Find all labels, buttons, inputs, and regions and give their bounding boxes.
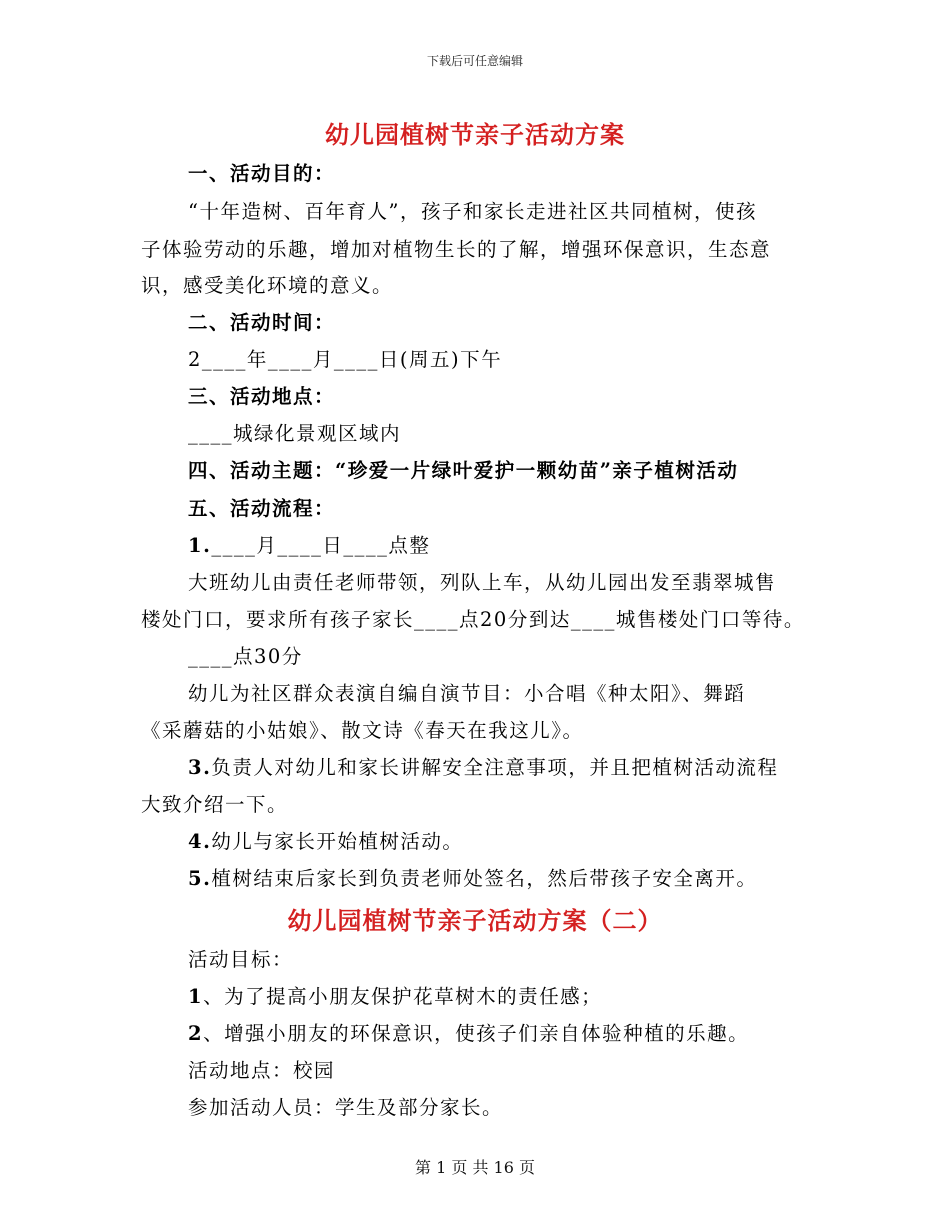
paragraph-line: 活动地点：校园 — [188, 1059, 336, 1082]
section-heading-location: 三、活动地点： — [188, 385, 336, 408]
paragraph-line: 识，感受美化环境的意义。 — [141, 274, 394, 297]
paragraph-line: 楼处门口，要求所有孩子家长____点20分到达____城售楼处门口等待。 — [141, 608, 805, 631]
list-item — [188, 1018, 749, 1046]
step-number: 5. — [188, 867, 212, 890]
section-heading-purpose: 一、活动目的： — [188, 162, 336, 185]
step-number: 1. — [188, 534, 212, 557]
step-line — [188, 530, 430, 558]
paragraph-line: 参加活动人员：学生及部分家长。 — [188, 1096, 504, 1119]
page-footer-number: 第 1 页 共 16 页 — [415, 1158, 535, 1177]
paragraph-line: ____城绿化景观区域内 — [188, 422, 402, 445]
list-text: 、为了提高小朋友保护花草树木的责任感； — [203, 985, 603, 1008]
section-heading-time: 二、活动时间： — [188, 311, 336, 334]
paragraph-line: “十年造树、百年育人”，孩子和家长走进社区共同植树，使孩 — [188, 200, 757, 223]
section-heading-process: 五、活动流程： — [188, 497, 336, 520]
step-line — [188, 826, 463, 854]
paragraph-line: 子体验劳动的乐趣，增加对植物生长的了解，增强环保意识，生态意 — [141, 238, 772, 261]
list-text: 、增强小朋友的环保意识，使孩子们亲自体验种植的乐趣。 — [203, 1022, 750, 1045]
section-heading-theme: 四、活动主题：“珍爱一片绿叶爱护一颗幼苗”亲子植树活动 — [188, 459, 739, 482]
paragraph-line: 《采蘑菇的小姑娘》、散文诗《春天在我这儿》。 — [141, 719, 584, 742]
paragraph-line: 活动目标： — [188, 948, 294, 971]
step-number: 4. — [188, 830, 212, 853]
list-number: 2 — [188, 1022, 204, 1045]
paragraph-line: ____点30分 — [188, 645, 303, 668]
step-text: 植树结束后家长到负责老师处签名，然后带孩子安全离开。 — [211, 867, 758, 890]
list-item — [188, 981, 602, 1009]
step-number: 3. — [188, 756, 212, 779]
list-number: 1 — [188, 985, 204, 1008]
paragraph-line: 2____年____月____日(周五)下午 — [188, 348, 503, 371]
document-title-2: 幼儿园植树节亲子活动方案（二） — [287, 906, 663, 935]
document-title: 幼儿园植树节亲子活动方案 — [325, 120, 625, 149]
step-line — [188, 863, 757, 891]
paragraph-line: 大班幼儿由责任老师带领，列队上车，从幼儿园出发至翡翠城售 — [188, 571, 777, 594]
page-header-note: 下载后可任意编辑 — [426, 54, 523, 68]
step-text: 幼儿与家长开始植树活动。 — [211, 830, 464, 853]
step-text: ____月____日____点整 — [211, 534, 431, 557]
paragraph-line: 幼儿为社区群众表演自编自演节目：小合唱《种太阳》、舞蹈 — [188, 682, 746, 705]
step-line — [188, 752, 778, 780]
step-text: 负责人对幼儿和家长讲解安全注意事项，并且把植树活动流程 — [211, 756, 779, 779]
paragraph-line: 大致介绍一下。 — [141, 793, 289, 816]
